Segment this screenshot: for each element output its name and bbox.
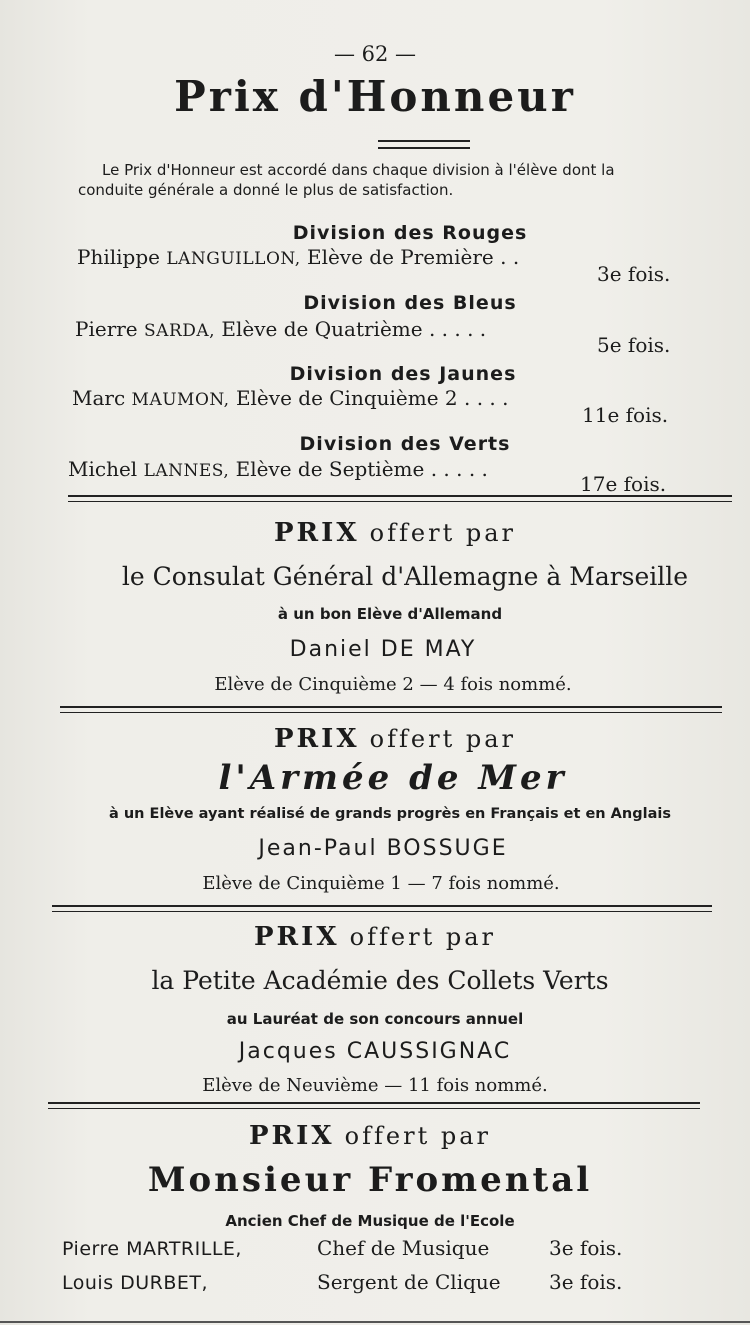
prize-detail: Elève de Cinquième 2 — 4 fois nommé. [214,674,572,695]
division-title: Division des Rouges [292,222,528,244]
prix-honneur-title: Prix d'Honneur [174,72,576,121]
winner-name: Pierre MARTRILLE, [62,1238,242,1260]
page-bottom-edge [0,1321,750,1323]
prize-heading [0,1121,745,1151]
leader-dots: . . . . [464,386,509,410]
prize-sponsor: la Petite Académie des Collets Verts [151,966,609,995]
leader-dots: . . . . . [430,457,488,481]
surname: SARDA, [144,321,216,341]
prix-word: PRIX [254,922,340,952]
intro-paragraph [78,160,748,200]
prize-heading [20,518,750,548]
first-name: Pierre [75,317,138,341]
class-level: Elève de Quatrième [221,317,423,341]
prize-sponsor: l'Armée de Mer [218,758,568,798]
prize-winner: Daniel DE MAY [289,637,477,662]
fois-count: 5e fois. [597,333,671,357]
offert-par: offert par [369,519,516,547]
fois-count: 3e fois. [549,1236,623,1260]
prize-winner: Jean-Paul BOSSUGE [258,836,508,861]
leader-dots: . . . . . [428,317,487,341]
class-level: Elève de Cinquième 2 [235,386,458,410]
section-divider [48,1102,700,1109]
prize-sponsor: Monsieur Fromental [147,1160,593,1200]
prize-sponsor: le Consulat Général d'Allemagne à Marseille [121,562,689,591]
division-title: Division des Jaunes [289,363,517,385]
division-title: Division des Bleus [303,292,517,314]
class-level: Elève de Septième [235,457,425,481]
final-winner-row [62,1236,632,1260]
offert-par: offert par [369,725,516,753]
prix-word: PRIX [274,518,360,548]
winner-role: Chef de Musique [317,1236,490,1260]
fois-count: 17e fois. [580,472,667,496]
first-name: Philippe [77,245,160,269]
section-divider [68,495,732,502]
prize-reason: à un Elève ayant réalisé de grands progrès en Français et en Anglais [109,806,671,822]
prize-detail: Elève de Cinquième 1 — 7 fois nommé. [202,873,560,894]
offert-par: offert par [349,923,496,951]
surname: LANNES, [143,461,230,481]
prize-heading [0,922,750,952]
intro-line-2: conduite générale a donné le plus de satisfaction. [78,181,454,199]
first-name: Michel [68,457,138,481]
fois-count: 3e fois. [549,1270,623,1294]
title-rule [378,140,470,149]
leader-dots: . . [500,245,520,269]
division-title: Division des Verts [299,433,511,455]
section-divider [52,905,712,912]
fois-count: 3e fois. [597,262,671,286]
prize-reason: Ancien Chef de Musique de l'Ecole [225,1212,515,1230]
class-level: Elève de Première [306,245,494,269]
winner-role: Sergent de Clique [317,1270,501,1294]
winner-name: Louis DURBET, [62,1272,209,1294]
prize-heading [20,724,750,754]
final-winner-row [62,1270,632,1294]
prize-reason: au Lauréat de son concours annuel [226,1010,524,1028]
prize-detail: Elève de Neuvième — 11 fois nommé. [202,1075,548,1096]
surname: MAUMON, [131,390,230,410]
surname: LANGUILLON, [166,249,301,269]
offert-par: offert par [344,1122,491,1150]
first-name: Marc [72,386,126,410]
intro-line-1: Le Prix d'Honneur est accordé dans chaque division à l'élève dont la [102,161,615,179]
prix-word: PRIX [249,1121,335,1151]
fois-count: 11e fois. [582,403,669,427]
section-divider [60,706,722,713]
prize-reason: à un bon Elève d'Allemand [277,605,503,623]
page-number: — 62 — [333,42,417,66]
prize-winner: Jacques CAUSSIGNAC [238,1039,512,1064]
prix-word: PRIX [274,724,360,754]
